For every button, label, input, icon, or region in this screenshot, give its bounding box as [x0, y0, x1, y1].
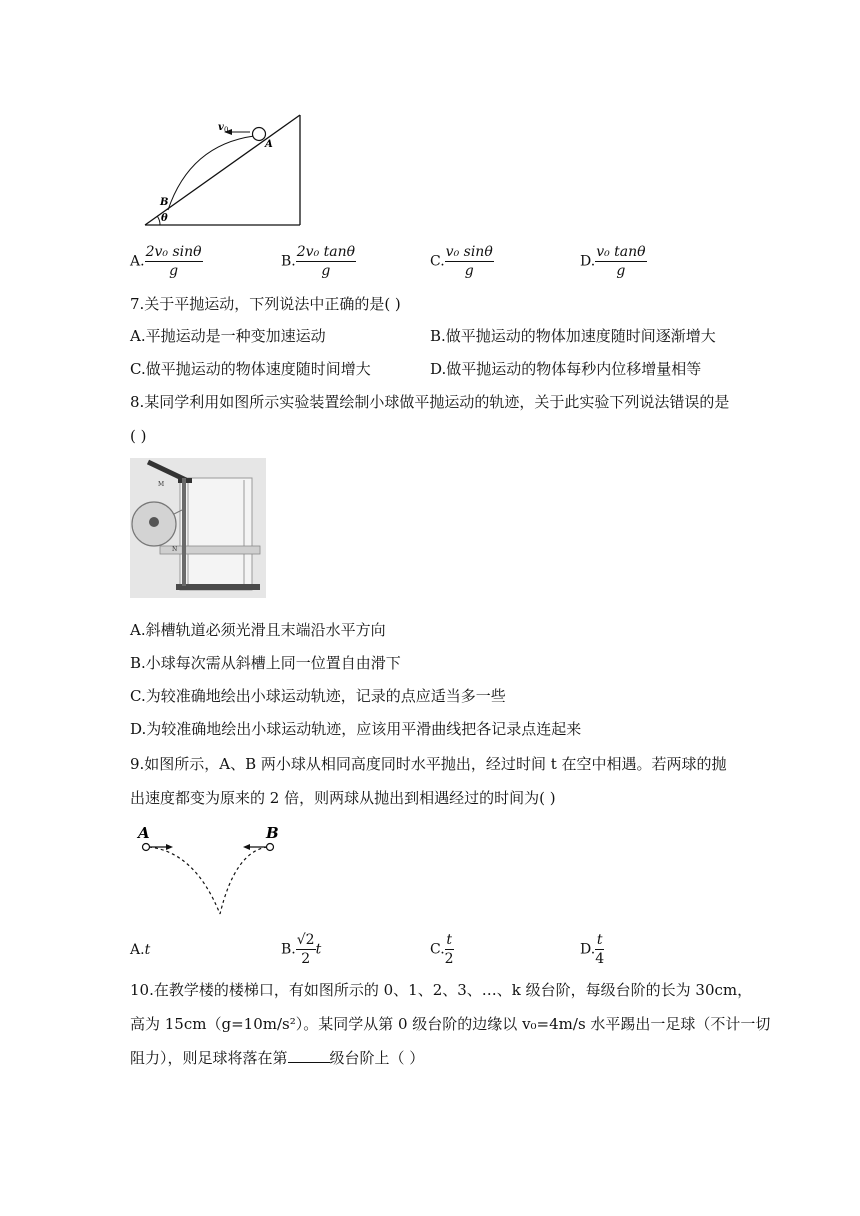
q10-line1: 10.在教学楼的楼梯口，有如图所示的 0、1、2、3、…、k 级台阶，每级台阶的长为 30cm， [130, 981, 753, 999]
q10-line2: 高为 15cm（g=10m/s²）。某同学从第 0 级台阶的边缘以 v₀=4m/s 水平踢出一足球（不计一切 [130, 1015, 771, 1033]
numerator: t [446, 932, 452, 948]
q8-option-b: B.小球每次需从斜槽上同一位置自由滑下 [130, 654, 401, 672]
q9-stem-line2: 出速度都变为原来的 2 倍，则两球从抛出到相遇经过的时间为( ) [130, 789, 556, 807]
q8-option-a: A.斜槽轨道必须光滑且末端沿水平方向 [130, 621, 386, 639]
denominator: g [169, 263, 179, 279]
label-n: N [172, 546, 178, 553]
q6-option-b [281, 244, 356, 279]
q7-option-d: D.做平抛运动的物体每秒内位移增量相等 [430, 360, 702, 378]
q7-option-a: A.平抛运动是一种变加速运动 [130, 327, 326, 345]
fraction [296, 244, 356, 279]
denominator: 4 [595, 951, 605, 967]
experiment-apparatus-photo [130, 458, 266, 598]
two-balls-trajectory-figure [135, 822, 285, 922]
option-letter: D. [580, 941, 596, 958]
option-letter: B. [281, 941, 296, 958]
option-letter: C. [430, 941, 445, 958]
incline-projectile-figure [140, 110, 310, 230]
q7-stem: 7.关于平抛运动，下列说法中正确的是( ) [130, 295, 401, 313]
v0-subscript: 0 [224, 126, 229, 134]
q9-option-c [430, 932, 454, 967]
q9-option-b [281, 932, 321, 967]
label-m: M [158, 481, 165, 488]
q10-line3 [130, 1048, 424, 1068]
ball-a-label: A [138, 824, 150, 842]
q9-stem-line1: 9.如图所示，A、B 两小球从相同高度同时水平抛出，经过时间 t 在空中相遇。若两球的抛 [130, 755, 727, 773]
fraction [445, 244, 494, 279]
q6-option-c [430, 244, 494, 279]
q8-stem-line1: 8.某同学利用如图所示实验装置绘制小球做平抛运动的轨迹，关于此实验下列说法错误的是 [130, 393, 730, 411]
ball-b-label: B [266, 824, 279, 842]
q7-option-b: B.做平抛运动的物体加速度随时间逐渐增大 [430, 327, 716, 345]
numerator: 2v₀ sinθ [145, 244, 202, 260]
fraction [445, 932, 454, 967]
option-letter: D. [580, 253, 596, 270]
q6-option-d [580, 244, 647, 279]
point-a-label: A [265, 139, 273, 150]
option-value: t [144, 942, 151, 958]
numerator: √2 [296, 932, 315, 948]
numerator: v₀ sinθ [445, 244, 493, 260]
denominator: g [616, 263, 626, 279]
numerator: t [596, 932, 603, 948]
q9-option-a [130, 942, 150, 958]
option-letter: A. [130, 942, 145, 958]
fraction [145, 244, 203, 279]
option-tail: t [315, 941, 322, 958]
v0-label: v [218, 122, 224, 133]
option-letter: A. [130, 253, 145, 270]
numerator: 2v₀ tanθ [296, 244, 356, 260]
denominator: g [321, 263, 331, 279]
point-b-label: B [160, 197, 169, 208]
fraction [296, 932, 316, 967]
q8-option-c: C.为较准确地绘出小球运动轨迹，记录的点应适当多一些 [130, 687, 506, 705]
fraction [595, 932, 604, 967]
theta-label: θ [161, 213, 168, 224]
answer-blank [288, 1048, 330, 1063]
numerator: v₀ tanθ [596, 244, 646, 260]
q6-option-a [130, 244, 203, 279]
option-letter: C. [430, 253, 445, 270]
q10-line3-post: 级台阶上（ ） [329, 1049, 425, 1067]
q8-option-d: D.为较准确地绘出小球运动轨迹，应该用平滑曲线把各记录点连起来 [130, 720, 582, 738]
q7-option-c: C.做平抛运动的物体速度随时间增大 [130, 360, 371, 378]
q8-stem-line2: ( ) [130, 427, 147, 445]
denominator: 2 [301, 951, 311, 967]
q10-line3-pre: 阻力），则足球将落在第 [130, 1049, 288, 1067]
fraction [595, 244, 646, 279]
option-letter: B. [281, 253, 296, 270]
denominator: 2 [444, 951, 454, 967]
denominator: g [464, 263, 474, 279]
q9-option-d [580, 932, 604, 967]
